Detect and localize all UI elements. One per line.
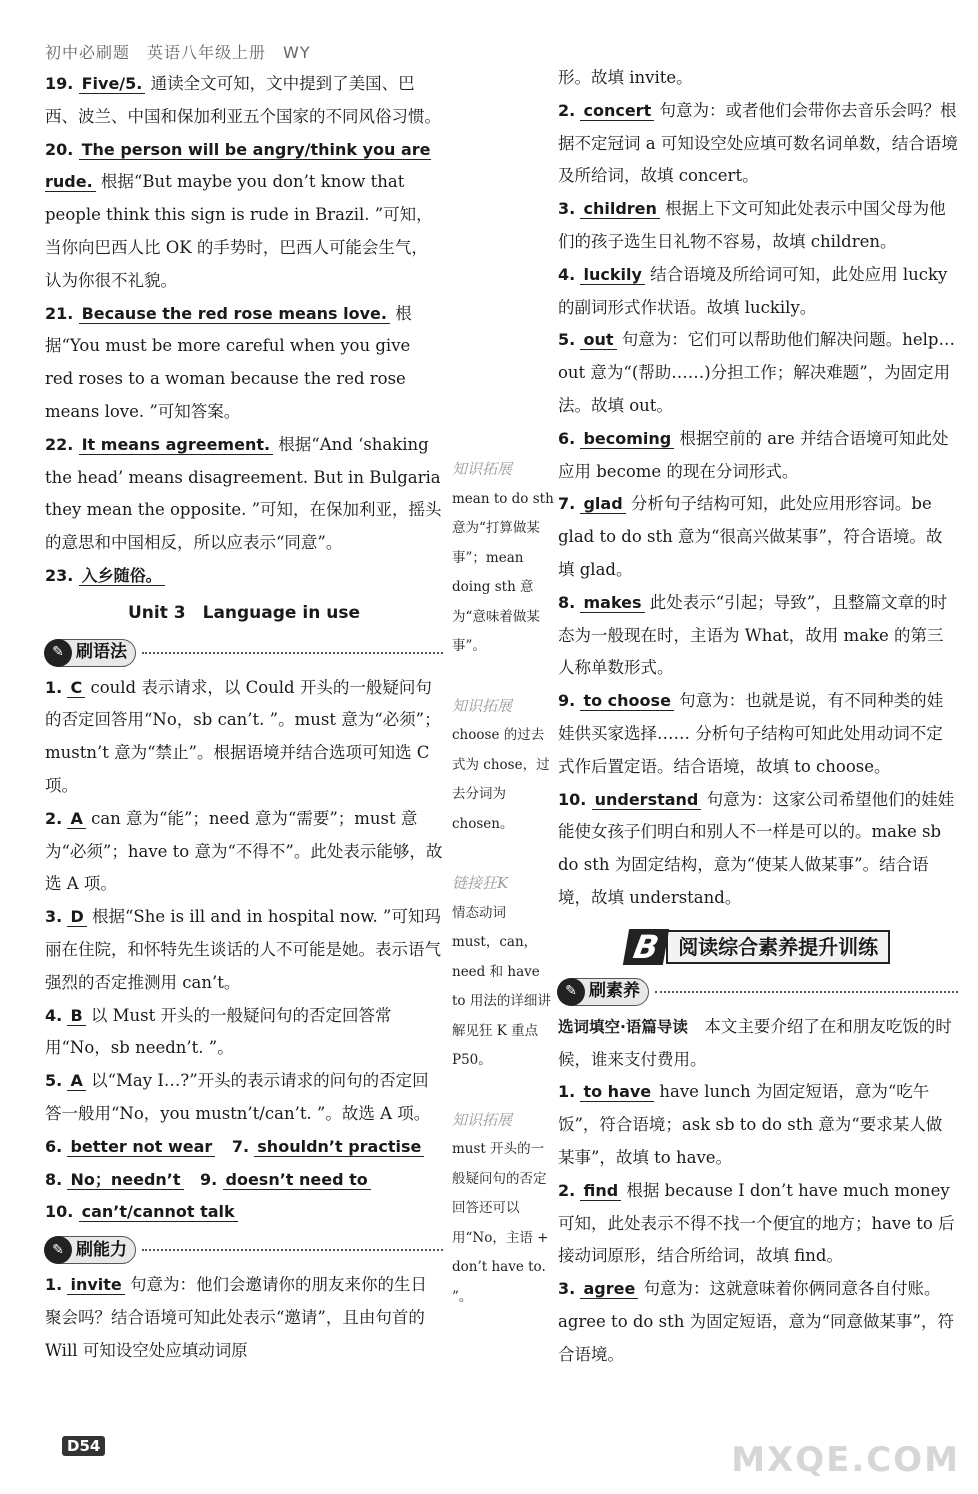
item-answer: luckily — [580, 265, 644, 285]
passage-guide — [558, 1011, 958, 1077]
answer-item — [45, 672, 443, 803]
answer-item — [45, 429, 443, 560]
answer-item — [45, 298, 443, 429]
item-number: 6. — [45, 1136, 63, 1156]
item-answer: Because the red rose means love. — [79, 304, 390, 324]
item-number: 20. — [45, 139, 74, 159]
item-explanation: could 表示请求，以 Could 开头的一般疑问句的否定回答用“No，sb can’t. ”。must 意为“必须”；mustn’t 意为“禁止”。根据语境并结合选项可知选 C 项。 — [45, 677, 441, 795]
item-answer: better not wear — [67, 1137, 215, 1157]
item-explanation: 句意为：这家公司希望他们的娃娃能使女孩子们明白和别人不一样是可以的。make sb do sth 为固定结构，意为“使某人做某事”。结合语境，故填 understand。 — [558, 789, 955, 907]
item-number: 10. — [45, 1202, 74, 1222]
item-explanation: 此处表示“引起；导致”，且整篇文章的时态为一般现在时，主语为 What，故用 make 的第三人称单数形式。 — [558, 592, 948, 678]
answer-item — [45, 901, 443, 999]
section-header-ability — [45, 1233, 443, 1267]
answer-item — [45, 803, 443, 901]
answer-item — [558, 784, 958, 915]
item-explanation: 根据空前的 are 并结合语境可知此处应用 become 的现在分词形式。 — [558, 428, 949, 481]
note-text: mean to do sth 意为“打算做某事”；mean doing sth 意为“意味着做某事”。 — [452, 490, 554, 654]
answer-item — [558, 193, 958, 259]
item-answer: The person will be angry/think you are rude. — [45, 139, 431, 192]
unit-title: Unit 3 Language in use — [128, 602, 360, 623]
item-number: 9. — [200, 1169, 218, 1189]
answer-item — [558, 1076, 958, 1174]
item-number: 5. — [558, 330, 576, 350]
item-explanation: 根据“She is ill and in hospital now. ”可知玛丽在住院，和怀特先生谈话的人不可能是她。表示语气强烈的否定推测用 can’t。 — [45, 907, 441, 992]
side-note — [452, 692, 556, 840]
note-tag: 知识拓展 — [452, 460, 513, 478]
item-number: 4. — [558, 264, 576, 284]
item-answer: find — [580, 1181, 621, 1201]
answer-item — [45, 560, 443, 593]
item-explanation: 句意为：这就意味着你俩同意各自付账。agree to do sth 为固定短语，意为“同意做某事”，符合语境。 — [558, 1279, 954, 1364]
item-number: 6. — [558, 428, 576, 448]
section-header-literacy — [558, 975, 958, 1009]
page-number: D54 — [62, 1436, 105, 1456]
item-explanation: 根据“But maybe you don’t know that people think this sign is rude in Brazil. ”可知，当你向巴西人比 OK 的手势时，巴西人可能会生气，认为你很不礼貌。 — [45, 172, 433, 290]
item-number: 9. — [558, 691, 576, 711]
answer-item — [558, 95, 958, 193]
item-answer: understand — [592, 790, 702, 810]
answer-item — [558, 1273, 958, 1371]
answer-item — [558, 423, 958, 489]
item-answer: 入乡随俗。 — [79, 566, 165, 586]
book-header: 初中必刷题 英语八年级上册 WY — [45, 43, 311, 62]
dotted-divider — [142, 1249, 443, 1251]
answer-item — [558, 259, 958, 325]
item-number: 2. — [558, 1180, 576, 1200]
answer-item — [45, 1269, 443, 1367]
item-answer: agree — [580, 1279, 638, 1299]
item-number: 2. — [45, 808, 63, 828]
item-explanation: 以 Must 开头的一般疑问句的否定回答常用“No，sb needn’t. ”。 — [45, 1005, 392, 1058]
item-number: 7. — [231, 1136, 250, 1156]
answer-row — [45, 1131, 443, 1164]
item-answer: invite — [67, 1275, 124, 1295]
answer-row — [45, 1196, 443, 1229]
note-tag: 知识拓展 — [452, 1110, 513, 1129]
item-number: 7. — [558, 494, 576, 514]
item-answer: A — [67, 1071, 85, 1091]
item-answer: Five/5. — [79, 74, 146, 94]
item-explanation: 句意为：也就是说，有不同种类的娃娃供买家选择…… 分析句子结构可知此处用动词不定式作后置定语。结合语境，故填 to choose。 — [558, 691, 944, 776]
watermark: MXQE.COM — [731, 1440, 960, 1480]
item-explanation: 根据上下文可知此处表示中国父母为他们的孩子选生日礼物不容易，故填 children。 — [558, 199, 946, 251]
section-b-banner — [558, 929, 958, 965]
note-text: must 开头的一般疑问句的否定回答还可以用“No，主语 + don’t have to. ”。 — [452, 1141, 549, 1305]
item-number: 22. — [45, 434, 74, 454]
answer-item — [558, 324, 958, 422]
item-answer: children — [580, 199, 659, 219]
item-answer: A — [67, 809, 85, 829]
right-column — [558, 62, 958, 1371]
item-answer: makes — [580, 593, 644, 613]
section-header-grammar — [45, 636, 443, 670]
item-answer: B — [67, 1006, 85, 1026]
item-explanation: can 意为“能”；need 意为“需要”；must 意为“必须”；have to 意为“不得不”。此处表示能够，故选 A 项。 — [45, 808, 443, 894]
item-number: 1. — [558, 1082, 576, 1102]
continued-text: 形。故填 invite。 — [558, 68, 693, 87]
item-answer: glad — [580, 494, 625, 514]
item-number: 5. — [45, 1071, 63, 1091]
item-number: 4. — [45, 1005, 63, 1025]
answer-item — [558, 587, 958, 685]
guide-text: 本文主要介绍了在和朋友吃饭的时候，谁来支付费用。 — [558, 1016, 952, 1069]
item-number: 2. — [558, 100, 576, 120]
answer-item — [45, 134, 443, 298]
item-explanation: have lunch 为固定短语，意为“吃午饭”，符合语境；ask sb to do sth 意为“要求某人做某事”，故填 to have。 — [558, 1082, 943, 1167]
item-number: 3. — [558, 199, 576, 219]
answer-item — [45, 1065, 443, 1131]
item-number: 8. — [45, 1169, 63, 1189]
item-answer: to choose — [580, 691, 673, 711]
item-explanation: 通读全文可知，文中提到了美国、巴西、波兰、中国和保加利亚五个国家的不同风俗习惯。 — [45, 74, 441, 126]
item-explanation: 结合语境及所给词可知，此处应用 lucky 的副词形式作状语。故填 luckily。 — [558, 264, 948, 317]
item-number: 3. — [45, 907, 63, 927]
brush-icon: ✎ — [557, 978, 585, 1006]
item-number: 10. — [558, 789, 587, 809]
item-explanation: 句意为：他们会邀请你的朋友来你的生日聚会吗？结合语境可知此处表示“邀请”，且由句首的 Will 可知设空处应填动词原 — [45, 1275, 428, 1360]
note-tag: 知识拓展 — [452, 696, 513, 715]
item-explanation: 根据“And ‘shaking the head’ means disagreement. But in Bulgaria they mean the opposite. ”可知，在保加利亚，摇头的意思和中国相反，所以应表示“同意”。 — [45, 434, 442, 553]
side-note — [452, 455, 556, 662]
guide-label: 选词填空·语篇导读 — [558, 1017, 688, 1036]
answer-row — [45, 1164, 443, 1197]
item-number: 8. — [558, 592, 576, 612]
left-column — [45, 68, 443, 1367]
item-explanation: 句意为：它们可以帮助他们解决问题。help… out 意为“(帮助……)分担工作；解决难题”，为固定用法。故填 out。 — [558, 330, 955, 415]
brush-icon: ✎ — [44, 639, 72, 667]
item-answer: No；needn’t — [67, 1170, 183, 1190]
note-tag: 链接狂K — [452, 874, 509, 892]
side-note — [452, 869, 556, 1076]
answer-item — [45, 68, 443, 134]
item-number: 1. — [45, 677, 63, 697]
item-explanation: 以“May I…?”开头的表示请求的问句的否定回答一般用“No，you mustn’t/can’t. ”。故选 A 项。 — [45, 1071, 431, 1123]
item-explanation: 分析句子结构可知，此处应用形容词。be glad to do sth 意为“很高兴做某事”，符合语境。故填 glad。 — [558, 494, 943, 579]
note-text: choose 的过去式为 chose，过去分词为 chosen。 — [452, 727, 550, 832]
item-answer: can’t/cannot talk — [79, 1202, 238, 1222]
item-answer: out — [580, 330, 616, 350]
item-answer: concert — [580, 101, 654, 121]
side-note — [452, 1106, 556, 1313]
item-number: 23. — [45, 565, 74, 585]
dotted-divider — [655, 991, 958, 993]
item-answer: It means agreement. — [79, 435, 273, 455]
answer-item — [45, 1000, 443, 1066]
item-answer: C — [67, 678, 85, 698]
item-explanation: 根据“You must be more careful when you give red roses to a woman because the red rose means love. ”可知答案。 — [45, 303, 412, 421]
answer-item — [558, 685, 958, 783]
section-label: 刷能力 — [76, 1239, 127, 1260]
section-b-letter: B — [623, 929, 670, 965]
item-explanation: 句意为：或者他们会带你去音乐会吗？根据不定冠词 a 可知设空处应填可数名词单数，结合语境及所给词，故填 concert。 — [558, 100, 958, 186]
brush-icon: ✎ — [44, 1236, 72, 1264]
note-text: 情态动词 must，can，need 和 have to 用法的详细讲解见狂 K 重点 P50。 — [452, 904, 551, 1068]
item-number: 21. — [45, 303, 74, 323]
section-badge — [558, 978, 649, 1006]
section-label: 刷素养 — [589, 981, 640, 1002]
item-number: 3. — [558, 1279, 576, 1299]
answer-item — [558, 488, 958, 586]
item-answer: D — [67, 907, 86, 927]
section-label: 刷语法 — [76, 642, 127, 663]
section-badge — [45, 1236, 136, 1264]
item-answer: doesn’t need to — [223, 1170, 371, 1190]
item-explanation: 根据 because I don’t have much money 可知，此处表示不得不找一个便宜的地方；have to 后接动词原形，结合所给词，故填 find。 — [558, 1180, 955, 1266]
item-answer: to have — [580, 1082, 654, 1102]
item-answer: becoming — [580, 429, 674, 449]
section-badge — [45, 639, 136, 667]
side-notes — [452, 455, 556, 1342]
item-number: 19. — [45, 74, 74, 93]
item-answer: shouldn’t practise — [254, 1137, 424, 1157]
answer-item — [558, 1175, 958, 1273]
dotted-divider — [142, 652, 443, 654]
section-b-title: 阅读综合素养提升训练 — [666, 930, 890, 964]
item-number: 1. — [45, 1275, 63, 1295]
